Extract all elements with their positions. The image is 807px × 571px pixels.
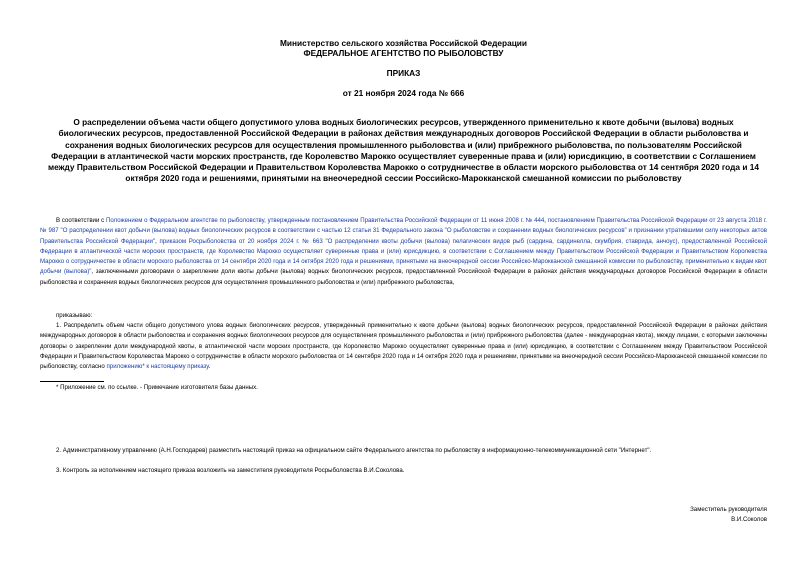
signature-name: В.И.Соколов bbox=[731, 516, 767, 523]
item-2-paragraph: 2. Административному управлению (А.Н.Господарев) разместить настоящий приказ на официальном сайте Федерального агентства по рыболовству в информационно-телекоммуникационной сети "Интернет". bbox=[56, 447, 652, 454]
item-1-paragraph: 1. Распределить объем части общего допустимого улова водных биологических ресурсов, утвержденный применительно к квоте добычи (вылова) водных биологических ресурсов, предоставленной Российской Федерации в районах действия международных договоров в области рыболовства и сохранения водных биологических ресурсов для осуществления промышленного рыболовства и (или) прибрежного рыболовства (далее - международная квота), между лицами, с которыми заключены договоры о закреплении доли международной квоты, в атлантической части морских пространств, где Королевство Марокко осуществляет суверенные права и (или) юрисдикцию, в соответствии с Соглашением между Правительством Российской Федерации и Правительством Королевства Марокко о сотрудничестве в области морского рыболовства от 14 сентября 2020 года и 14 октября 2020 года и решениями, принятыми на внеочередной сессии Российско-Марокканской смешанной комиссии по рыболовству, согласно приложению* к настоящему приказу. bbox=[40, 322, 767, 371]
preamble-text-3: , bbox=[155, 237, 160, 245]
document-date-number: от 21 ноября 2024 года № 666 bbox=[342, 88, 465, 98]
rosrybolovstvo-order-link[interactable]: приказом Росрыболовства от 20 ноября 2024 г. № 663 "О распределении квоты добычи (вылова) пелагических видов рыб (сардина, сардинелла, скумбрия, ставрида, анчоус), предоставленной Российской Федерации в атлантической части морских пространств, где Королевство Марокко осуществляет суверенные права и (или) юрисдикцию, в соответствии с Соглашением между Правительством Российской Федерации и Правительством Королевства Марокко о сотрудничестве в области морского рыболовства от 14 сентября 2020 года и 14 октября 2020 года и решениями, принятыми на внеочередной сессии Российско-Марокканской смешанной комиссии по рыболовству, применительно к видам квот добычи (вылова)" bbox=[40, 237, 767, 276]
signature-position: Заместитель руководителя bbox=[690, 506, 767, 513]
ministry-name: Министерство сельского хозяйства Российской Федерации bbox=[280, 38, 527, 48]
footnote: * Приложение см. по ссылке. - Примечание изготовителя базы данных. bbox=[56, 384, 258, 391]
regulation-link[interactable]: Положением о Федеральном агентстве по рыболовству, утвержденным постановлением Правительства Российской Федерации от 11 июня 2008 г. № 444 bbox=[105, 217, 545, 224]
preamble-paragraph bbox=[40, 216, 767, 288]
government-decree-link[interactable]: постановлением Правительства Российской Федерации от 23 августа 2018 г. № 987 "О распределении квот добычи (вылова) водных биологических ресурсов в соответствии с частью 12 статьи 31 Федерального закона "О рыболовстве и сохранении водных биологических ресурсов" и признании утратившими силу некоторых актов Правительства Российской Федерации" bbox=[40, 217, 767, 245]
appendix-link[interactable]: приложению* к настоящему приказу bbox=[106, 363, 209, 371]
item-1-text: 1. Распределить объем части общего допустимого улова водных биологических ресурсов, утвержденный применительно к квоте добычи (вылова) водных биологических ресурсов, предоставленной Российской Федерации в районах действия международных договоров в области рыболовства и сохранения водных биологических ресурсов для осуществления промышленного рыболовства и (или) прибрежного рыболовства (далее - международная квота), между лицами, с которыми заключены договоры о закреплении доли международной квоты, в атлантической части морских пространств, где Королевство Марокко осуществляет суверенные права и (или) юрисдикцию, в соответствии с Соглашением между Правительством Российской Федерации и Правительством Королевства Марокко о сотрудничестве в области морского рыболовства от 14 сентября 2020 года и 14 октября 2020 года и решениями, принятыми на внеочередной сессии Российско-Марокканской смешанной комиссии по рыболовству, согласно bbox=[40, 322, 767, 371]
item-3-paragraph: 3. Контроль за исполнением настоящего приказа возложить на заместителя руководителя Росрыболовства В.И.Соколова. bbox=[56, 467, 405, 474]
agency-name: ФЕДЕРАЛЬНОЕ АГЕНТСТВО ПО РЫБОЛОВСТВУ bbox=[303, 48, 504, 58]
footnote-divider bbox=[40, 381, 104, 382]
preamble-text-1: В соответствии с bbox=[56, 217, 106, 224]
document-type: ПРИКАЗ bbox=[386, 68, 421, 78]
preamble-text-2: , bbox=[544, 217, 548, 224]
preamble-text-4: , заключенными договорами о закреплении доли квоты добычи (вылова) водных биологических ресурсов, предоставленной Российской Федерации в районах действия международных договоров Российской Федерации в области рыболовства и сохранения водных биологических ресурсов для осуществления промышленного рыболовства и (или) прибрежного рыболовства, bbox=[40, 268, 768, 286]
order-word: приказываю: bbox=[56, 312, 93, 319]
document-title: О распределении объема части общего допустимого улова водных биологических ресурсов, утвержденного применительно к квоте добычи (вылова) водных биологических ресурсов, предоставленной Российской Федерации в районах действия международных договоров Российской Федерации в области рыболовства и сохранения водных биологических ресурсов для осуществления промышленного рыболовства и (или) прибрежного рыболовства, по пользователям Российской Федерации в атлантической части морских пространств, где Королевство Марокко осуществляет суверенные права и (или) юрисдикцию, в соответствии с Соглашением между Правительством Российской Федерации и Правительством Королевства Марокко о сотрудничестве в области морского рыболовства от 14 сентября 2020 года и 14 октября 2020 года и решениями, принятыми на внеочередной сессии Российско-Марокканской смешанной комиссии по рыболовству bbox=[48, 117, 759, 184]
